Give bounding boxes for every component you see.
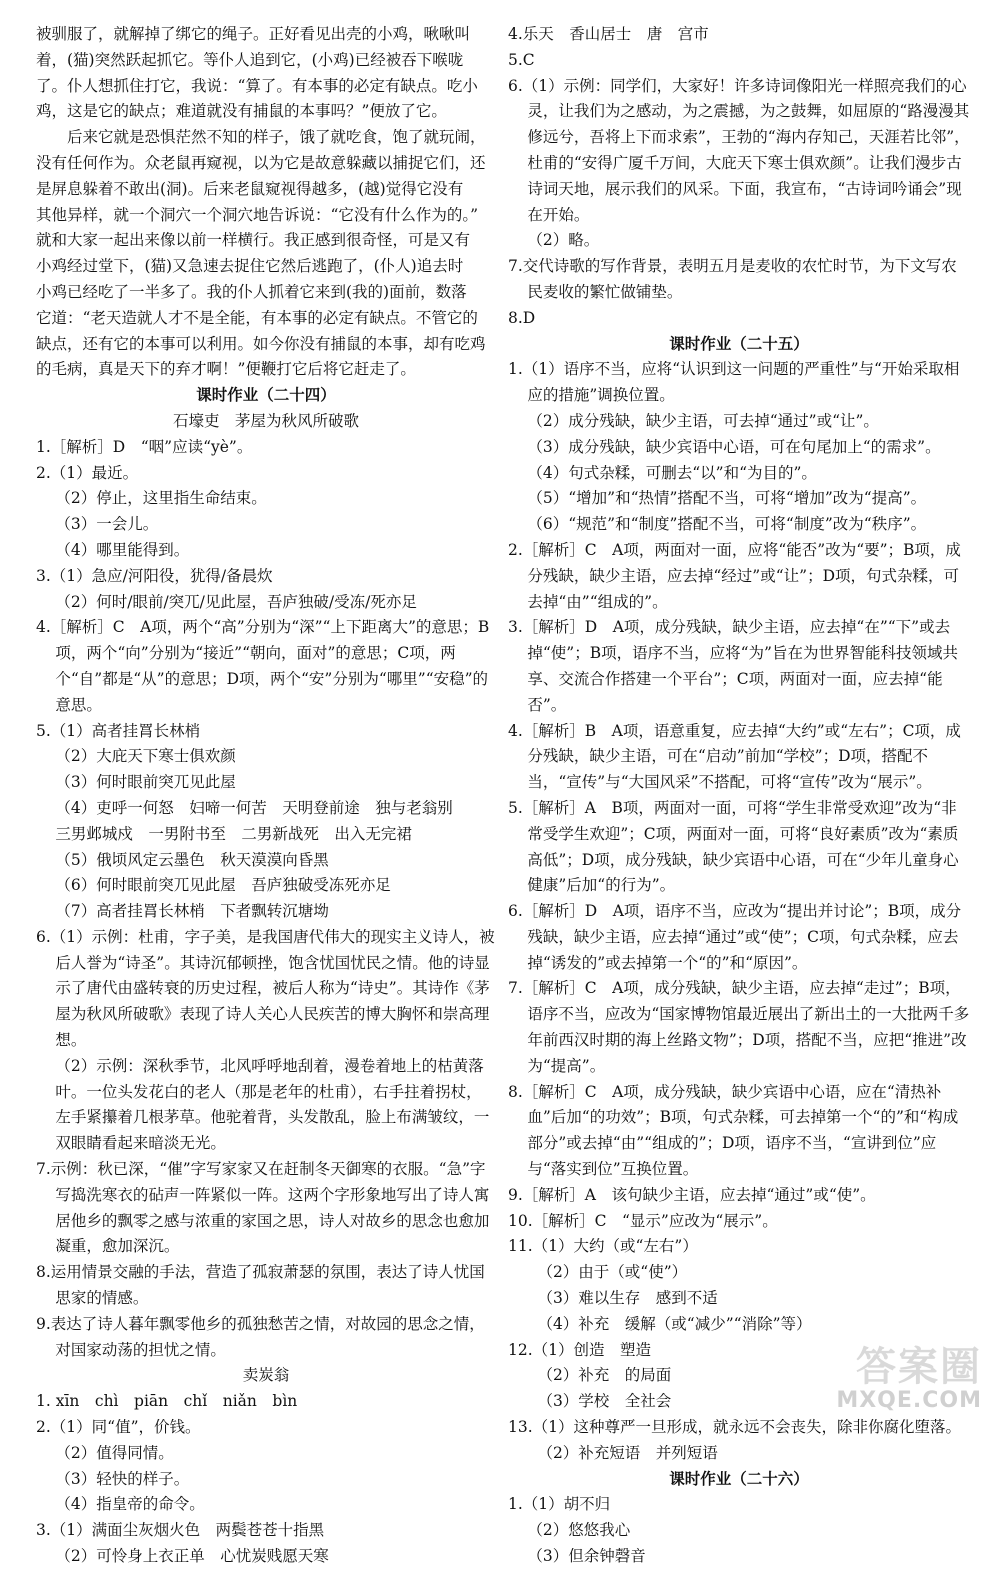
answer-item: 11.（1）大约（或“左右”） [508,1237,698,1256]
right-column [508,22,970,1570]
answer-item: 8.［解析］C A项，成分残缺，缺少宾语中心语，应在“清热补血”后加“的功效”；B项，句式杂糅，可去掉第一个“的”和“构成部分”或去掉“由”“组成的”；D项，语序不当，“宣讲到位”应与“落实到位”互换位置。 [508,1082,959,1179]
answer-subitem: （3）成分残缺，缺少宾语中心语，可在句尾加上“的需求”。 [527,437,941,456]
answer-subitem: （5）俄顷风定云墨色 秋天漠漠向昏黑 [55,850,329,869]
answer-subitem: （3）但余钟磬音 [527,1547,646,1566]
text-line: 了。仆人想抓住打它，我说：“算了。有本事的必定有缺点。吃小 [36,76,478,95]
answer-item: 3.（1）急应/河阳役，犹得/备晨炊 [36,566,273,585]
section-subheading: 石壕吏 茅屋为秋风所破歌 [172,411,359,430]
text-line: 小鸡经过堂下，(猫)又急速去捉住它然后逃跑了，(仆人)追去时 [36,257,464,276]
answer-item: 9.［解析］A 该句缺少主语，应去掉“通过”或“使”。 [508,1185,876,1204]
text-line: 被驯服了，就解掉了绑它的绳子。正好看见出壳的小鸡，啾啾叫 [36,25,471,43]
text-line: 就和大家一起出来像以前一样横行。我正感到很奇怪，可是又有 [36,231,471,250]
section-heading-26: 课时作业（二十六） [669,1469,809,1488]
answer-item: 2.（1）同“值”，价钱。 [36,1418,201,1437]
answer-item: 1.（1）胡不归 [508,1495,611,1514]
answer-subitem: （7）高者挂罥长林梢 下者飘转沉塘坳 [55,902,329,921]
answer-item: 13.（1）这种尊严一旦形成，就永远不会丧失，除非你腐化堕落。 [508,1418,962,1437]
answer-subitem: （4）句式杂糅，可删去“以”和“为目的”。 [527,463,817,482]
answer-subitem: （5）“增加”和“热情”搭配不当，可将“增加”改为“提高”。 [527,489,927,508]
text-line: 着，(猫)突然跃起抓它。等仆人追到它，(小鸡)已经被吞下喉咙 [36,50,464,69]
answer-subitem: （2）示例：深秋季节，北风呼呼地刮着，漫卷着地上的枯黄落叶。一位头发花白的老人（那是老年的杜甫），右手拄着拐杖，左手紧攥着几根茅草。他驼着背，头发散乱，脸上布满皱纹，一双眼睛看起来暗淡无光。 [55,1056,490,1153]
text-line: 鸡，这是它的缺点；难道就没有捕鼠的本事吗？”便放了它。 [36,102,447,121]
answer-subitem: （2）略。 [527,231,600,250]
answer-item: 9.表达了诗人暮年飘零他乡的孤独愁苦之情，对故园的思念之情，对国家动荡的担忧之情。 [36,1314,485,1359]
answer-subitem: （2）停止，这里指生命结束。 [55,489,267,508]
answer-subitem: （3）轻快的样子。 [55,1469,190,1488]
left-column [36,22,496,1570]
text-line: 其他异样，就一个洞穴一个洞穴地告诉说：“它没有什么作为的。” [36,205,479,224]
answer-item: 4.［解析］B A项，语意重复，应去掉“大约”或“左右”；C项，成分残缺，缺少主语，可在“启动”前加“学校”；D项，搭配不当，“宣传”与“大国风采”不搭配，可将“宣传”改为“展示”。 [508,721,961,792]
answer-subitem: （2）补充 的局面 [537,1366,672,1385]
text-line: 缺点，还有它的本事可以利用。如今你没有捕鼠的本事，却有吃鸡 [36,334,486,353]
answer-item: 1.（1）语序不当，应将“认识到这一问题的严重性”与“开始采取相应的措施”调换位置。 [508,360,960,405]
answer-subitem: （3）难以生存 感到不适 [537,1289,718,1308]
answer-subitem: （2）何时/眼前/突兀/见此屋，吾庐独破/受冻/死亦足 [55,592,417,611]
answer-item: 3.（1）满面尘灰烟火色 两鬓苍苍十指黑 [36,1521,325,1540]
answer-subitem: （2）补充短语 并列短语 [537,1443,718,1462]
answer-item: 6.［解析］D A项，语序不当，应改为“提出并讨论”；B项，成分残缺，缺少主语，应去掉“通过”或“使”；C项，句式杂糅，应去掉“诱发的”或去掉第一个“的”和“原因”。 [508,902,962,972]
answer-subitem: （3）学校 全社会 [537,1392,672,1411]
answer-subitem: （6）何时眼前突兀见此屋 吾庐独破受冻死亦足 [55,876,391,895]
watermark-title: 答案圈 [856,1344,982,1390]
text-line: 没有任何作为。众老鼠再窥视，以为它是故意躲藏以捕捉它们，还 [36,153,486,172]
watermark-url: MXQE.COM [836,1388,982,1413]
text-line: 是屏息躲着不敢出(洞)。后来老鼠窥视得越多，(越)觉得它没有 [36,179,464,198]
text-line: 的毛病，真是天下的弃才啊！”便鞭打它后将它赶走了。 [36,360,416,379]
answer-subitem: 三男邺城戍 一男附书至 二男新战死 出入无完裙 [55,824,412,843]
answer-item: 1. xīn chì piān chǐ niǎn bìn [36,1392,298,1411]
answer-item: 4.［解析］C A项，两个“高”分别为“深”“上下距离大”的意思；B项，两个“向”分别为“接近”“朝向，面对”的意思；C项，两个“自”都是“从”的意思；D项，两个“安”分别为“哪里”“安稳”的意思。 [36,618,490,714]
answer-subitem: （4）哪里能得到。 [55,540,190,559]
section-subheading-maitanweng: 卖炭翁 [242,1366,290,1385]
answer-item: 7.交代诗歌的写作背景，表明五月是麦收的农忙时节，为下文写农民麦收的繁忙做铺垫。 [508,257,957,301]
answer-subitem: （6）“规范”和“制度”搭配不当，可将“制度”改为“秩序”。 [527,515,927,534]
answer-subitem: （2）成分残缺，缺少主语，可去掉“通过”或“让”。 [527,411,879,430]
answer-item: 6.（1）示例：同学们，大家好！许多诗词像阳光一样照亮我们的心灵，让我们为之感动，为之震撼，为之鼓舞，如屈原的“路漫漫其修远兮，吾将上下而求索”，王勃的“海内存知己，天涯若比邻”，杜甫的“安得广厦千万间，大庇天下寒士俱欢颜”。让我们漫步古诗词天地，展示我们的风采。下面，我宣布，“古诗词吟诵会”现在开始。 [508,76,970,224]
answer-item: 4.乐天 香山居士 唐 宫市 [508,25,709,43]
answer-subitem: （2）可怜身上衣正单 心忧炭贱愿天寒 [55,1547,329,1566]
answer-item: 7.示例：秋已深，“催”字写家家又在赶制冬天御寒的衣服。“急”字写捣洗寒衣的砧声一阵紧似一阵。这两个字形象地写出了诗人寓居他乡的飘零之感与浓重的家国之思，诗人对故乡的思念也愈加凝重，愈加深沉。 [36,1160,490,1256]
answer-item: 3.［解析］D A项，成分残缺，缺少主语，应去掉“在”“下”或去掉“使”；B项，语序不当，应将“为”旨在为世界智能科技领域共享、交流合作搭建一个平台”；C项，两面对一面，应去掉“能否”。 [508,618,958,714]
answer-subitem: （2）值得同情。 [55,1443,174,1462]
answer-item: 8.D [508,308,536,327]
answer-item: 12.（1）创造 塑造 [508,1340,652,1359]
answer-subitem: （3）一会儿。 [55,515,159,534]
answer-item: 7.［解析］C A项，成分残缺，缺少主语，应去掉“走过”；B项，语序不当，应改为“国家博物馆最近展出了新出土的一大批两千多年前西汉时期的海上丝路文物”；D项，搭配不当，应把“推进”改为“提高”。 [508,979,970,1075]
text-line: 它道：“老天造就人才不是全能，有本事的必定有缺点。不管它的 [36,308,478,327]
answer-item: 1.［解析］D “咽”应读“yè”。 [36,437,253,456]
text-line: 后来它就是恐惧茫然不知的样子，饿了就吃食，饱了就玩闹， [67,128,486,147]
answer-item: 6.（1）示例：杜甫，字子美，是我国唐代伟大的现实主义诗人，被后人誉为“诗圣”。其诗沉郁顿挫，饱含忧国忧民之情。他的诗显示了唐代由盛转衰的历史过程，被后人称为“诗史”。其诗作《茅屋为秋风所破歌》表现了诗人关心人民疾苦的博大胸怀和崇高理想。 [36,927,495,1050]
answer-subitem: （3）何时眼前突兀见此屋 [55,773,236,792]
answer-item: 2.（1）最近。 [36,463,139,482]
answer-subitem: （4）吏呼一何怒 妇啼一何苦 天明登前途 独与老翁别 [55,798,453,817]
section-heading-24: 课时作业（二十四） [196,386,336,405]
answer-item: 5.（1）高者挂罥长林梢 [36,721,201,740]
answer-subitem: （2）由于（或“使”） [537,1263,688,1282]
answer-item: 5.C [508,50,535,69]
answer-subitem: （2）悠悠我心 [527,1521,631,1540]
answer-item: 5.［解析］A B项，两面对一面，可将“学生非常受欢迎”改为“非常受学生欢迎”；C项，两面对一面，可将“良好素质”改为“素质高低”；D项，成分残缺，缺少宾语中心语，可在“少年儿童身心健康”后加“的行为”。 [508,798,959,895]
answer-item: 2.［解析］C A项，两面对一面，应将“能否”改为“要”；B项，成分残缺，缺少主语，应去掉“经过”或“让”；D项，句式杂糅，可去掉“由”“组成的”。 [508,540,961,611]
answer-item: 10.［解析］C “显示”应改为“展示”。 [508,1211,778,1230]
answer-subitem: （4）补充 缓解（或“减少”“消除”等） [537,1314,812,1333]
section-heading-25: 课时作业（二十五） [669,334,809,353]
watermark-logo [812,1345,982,1415]
text-line: 小鸡已经吃了一半多了。我的仆人抓着它来到(我的)面前，数落 [36,282,467,301]
answer-item: 8.运用情景交融的手法，营造了孤寂萧瑟的氛围，表达了诗人忧国思家的情感。 [36,1263,485,1308]
answer-subitem: （4）指皇帝的命令。 [55,1495,205,1514]
answer-subitem: （2）大庇天下寒士俱欢颜 [55,747,236,766]
